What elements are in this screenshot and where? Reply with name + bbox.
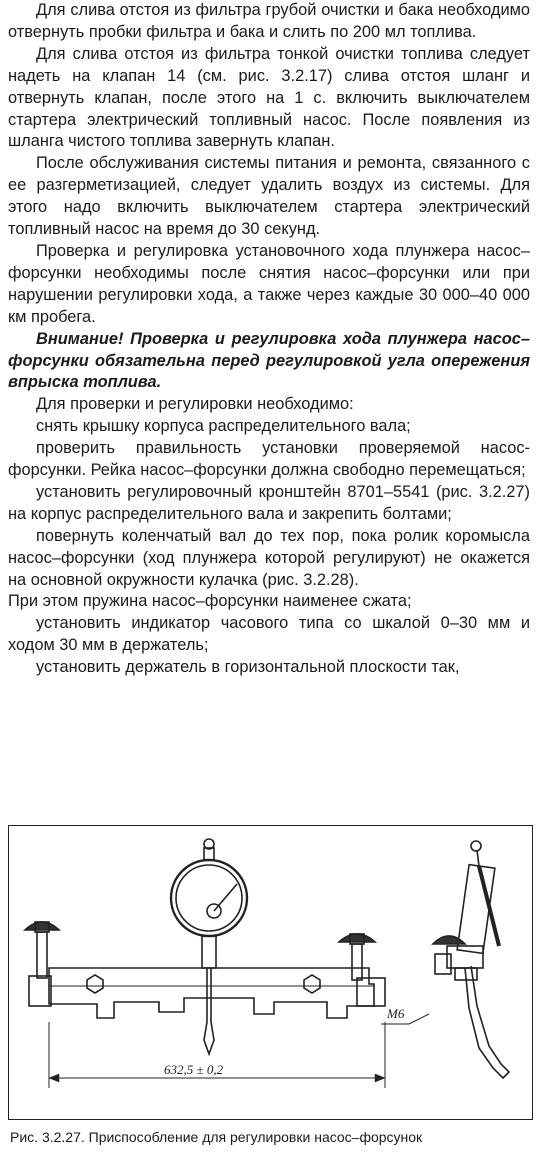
thread-label: M6 bbox=[387, 1006, 405, 1021]
step-check-install: проверить правильность установки проверяемой насос-форсунки. Рейка насос–форсунки должна свободно перемещаться; bbox=[8, 439, 530, 480]
step-spring-note: При этом пружина насос–форсунки наименее сжата; bbox=[8, 592, 412, 611]
step-remove-cover: снять крышку корпуса распределительного вала; bbox=[36, 417, 411, 436]
paragraph-plunger-check: Проверка и регулировка установочного хода плунжера насос–форсунки необходимы после снятия насос–форсунки или при нарушении регулировки хода, а также через каждые 30 000–40 000 км пробега. bbox=[8, 241, 530, 326]
step-turn-crankshaft: повернуть коленчатый вал до тех пор, пока ролик коромысла насос–форсунки (ход плунжера которой регулируют) не окажется на основной окружности кулачка (рис. 3.2.28). bbox=[8, 526, 530, 589]
dimension-label: 632,5 ± 0,2 bbox=[164, 1062, 224, 1077]
step-install-indicator: установить индикатор часового типа со шкалой 0–30 мм и ходом 30 мм в держатель; bbox=[8, 614, 530, 655]
step-install-bracket: установить регулировочный кронштейн 8701–5541 (рис. 3.2.27) на корпус распределительного вала и закрепить болтами; bbox=[8, 482, 530, 523]
tool-drawing bbox=[9, 826, 531, 1118]
paragraph-air-bleed: После обслуживания системы питания и ремонта, связанного с ее разгерметизацией, следует удалить воздух из системы. Для этого надо включить выключателем стартера электрический топливный насос на время до 30 секунд. bbox=[8, 154, 530, 239]
body-text bbox=[8, 0, 530, 679]
figure-adjustment-tool bbox=[8, 825, 533, 1120]
paragraph-warning: Внимание! Проверка и регулировка хода плунжера насос–форсунки обязательна перед регулировкой угла опережения впрыска топлива. bbox=[8, 329, 530, 392]
step-install-holder: установить держатель в горизонтальной плоскости так, bbox=[36, 658, 460, 677]
paragraph-sediment-fine: Для слива отстоя из фильтра тонкой очистки топлива следует надеть на клапан 14 (см. рис. 3.2.17) слива отстоя шланг и отвернуть клапан, после этого на 1 с. включить выключателем стартера электрический топливный насос. После появления из шланга чистого топлива завернуть клапан. bbox=[8, 44, 530, 151]
paragraph-required: Для проверки и регулировки необходимо: bbox=[36, 395, 354, 414]
paragraph-sediment-coarse: Для слива отстоя из фильтра грубой очистки и бака необходимо отвернуть пробки фильтра и бака и слить по 200 мл топлива. bbox=[8, 1, 530, 41]
figure-caption: Рис. 3.2.27. Приспособление для регулировки насос–форсунок bbox=[10, 1129, 423, 1145]
